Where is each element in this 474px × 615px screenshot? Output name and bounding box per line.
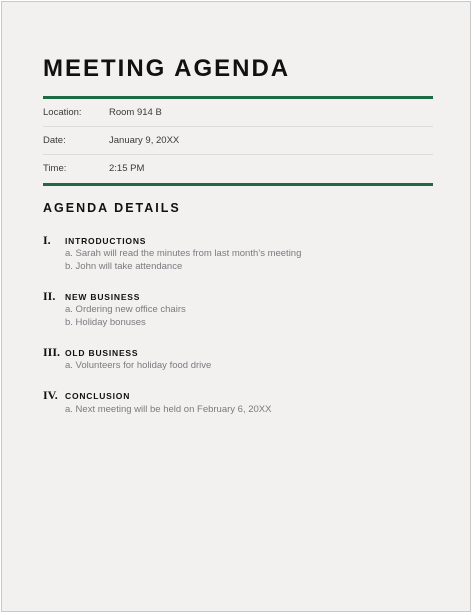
date-value: January 9, 20XX [109, 135, 180, 146]
item-title: INTRODUCTIONS [65, 236, 147, 246]
agenda-details-heading: AGENDA DETAILS [43, 201, 181, 215]
agenda-subitem: a. Sarah will read the minutes from last month’s meeting [65, 248, 302, 259]
info-divider [43, 126, 433, 127]
top-divider [43, 96, 433, 99]
location-value: Room 914 B [109, 107, 162, 118]
page-title: MEETING AGENDA [43, 55, 291, 82]
item-numeral: II. [43, 289, 56, 303]
agenda-subitem: a. Volunteers for holiday food drive [65, 360, 212, 371]
location-label: Location: [43, 107, 82, 118]
agenda-subitem: b. Holiday bonuses [65, 317, 146, 328]
item-numeral: IV. [43, 388, 58, 402]
info-divider [43, 154, 433, 155]
agenda-page [1, 1, 471, 612]
item-numeral: I. [43, 233, 51, 247]
item-title: NEW BUSINESS [65, 292, 141, 302]
agenda-subitem: a. Next meeting will be held on February 6, 20XX [65, 404, 272, 415]
agenda-subitem: b. John will take attendance [65, 261, 183, 272]
time-value: 2:15 PM [109, 163, 145, 174]
date-label: Date: [43, 135, 66, 146]
time-label: Time: [43, 163, 67, 174]
item-title: CONCLUSION [65, 391, 131, 401]
item-numeral: III. [43, 345, 61, 359]
item-title: OLD BUSINESS [65, 348, 139, 358]
agenda-subitem: a. Ordering new office chairs [65, 304, 186, 315]
bottom-divider [43, 183, 433, 186]
